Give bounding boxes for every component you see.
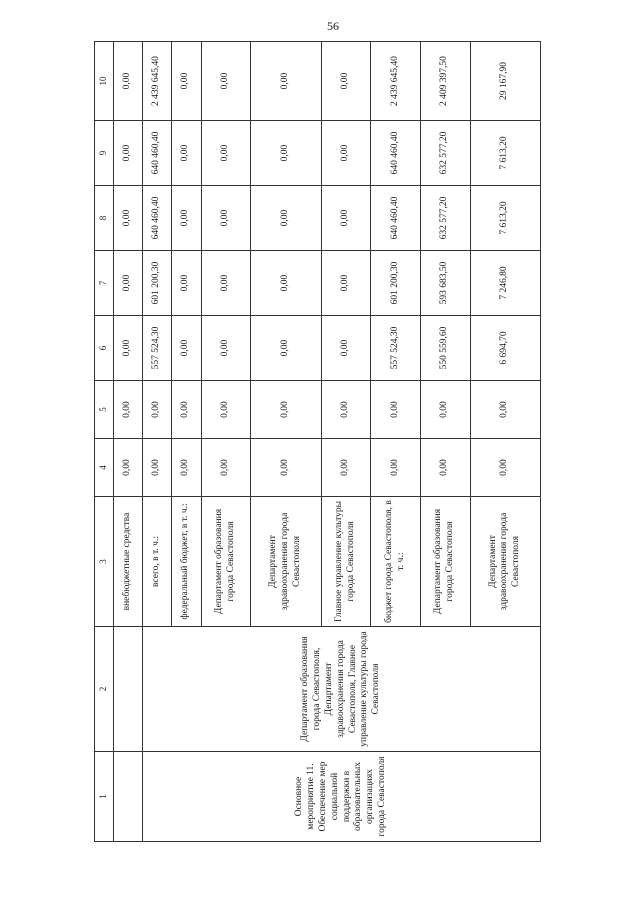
value-cell: 0,00 <box>321 316 371 381</box>
value-cell: 0,00 <box>201 316 251 381</box>
source-cell: Департамент здравоохранения города Севастополя <box>251 497 321 627</box>
header-row <box>95 42 114 842</box>
value-cell: 0,00 <box>172 186 201 251</box>
value-cell: 0,00 <box>172 251 201 316</box>
value-cell: 0,00 <box>201 121 251 186</box>
value-cell: 0,00 <box>371 381 421 439</box>
value-cell: 7 246,80 <box>470 251 540 316</box>
source-cell: всего, в т. ч.: <box>143 497 172 627</box>
value-cell: 0,00 <box>201 439 251 497</box>
value-cell: 0,00 <box>251 439 321 497</box>
source-cell: Департамент здравоохранения города Севастополя <box>470 497 540 627</box>
source-cell: федеральный бюджет, в т. ч.: <box>172 497 201 627</box>
value-cell: 0,00 <box>143 439 172 497</box>
table-row <box>143 42 172 842</box>
source-cell: Главное управление культуры города Севастополя <box>321 497 371 627</box>
value-cell: 557 524,30 <box>143 316 172 381</box>
header-cell: 10 <box>95 42 114 121</box>
value-cell: 0,00 <box>420 381 470 439</box>
budget-table <box>94 41 541 842</box>
value-cell: 0,00 <box>371 439 421 497</box>
header-cell: 9 <box>95 121 114 186</box>
rotated-table-container <box>94 42 541 842</box>
value-cell: 640 460,40 <box>143 121 172 186</box>
value-cell: 7 613,20 <box>470 186 540 251</box>
value-cell: 0,00 <box>251 316 321 381</box>
header-cell: 2 <box>95 627 114 752</box>
value-cell: 0,00 <box>114 439 143 497</box>
header-cell: 4 <box>95 439 114 497</box>
value-cell: 2 439 645,40 <box>143 42 172 121</box>
header-cell: 6 <box>95 316 114 381</box>
value-cell: 0,00 <box>172 121 201 186</box>
source-cell: бюджет города Севастополя, в т. ч.: <box>371 497 421 627</box>
value-cell: 0,00 <box>251 121 321 186</box>
value-cell: 7 613,20 <box>470 121 540 186</box>
value-cell: 0,00 <box>321 439 371 497</box>
value-cell: 0,00 <box>321 121 371 186</box>
value-cell: 550 559,60 <box>420 316 470 381</box>
value-cell: 0,00 <box>470 381 540 439</box>
value-cell: 557 524,30 <box>371 316 421 381</box>
value-cell: 0,00 <box>143 381 172 439</box>
empty-cell <box>114 627 143 752</box>
value-cell: 0,00 <box>172 42 201 121</box>
value-cell: 0,00 <box>172 439 201 497</box>
header-cell: 1 <box>95 752 114 842</box>
source-cell: внебюджетные средства <box>114 497 143 627</box>
table-row <box>114 42 143 842</box>
value-cell: 0,00 <box>251 251 321 316</box>
header-cell: 8 <box>95 186 114 251</box>
value-cell: 0,00 <box>201 42 251 121</box>
value-cell: 0,00 <box>251 42 321 121</box>
value-cell: 632 577,20 <box>420 186 470 251</box>
value-cell: 0,00 <box>420 439 470 497</box>
header-cell: 3 <box>95 497 114 627</box>
value-cell: 0,00 <box>321 186 371 251</box>
value-cell: 6 694,70 <box>470 316 540 381</box>
value-cell: 0,00 <box>114 316 143 381</box>
measure-cell: Основное мероприятие 11. Обеспечение мер социальной поддержки в образовательных организациях города Севастополя <box>143 752 541 842</box>
source-cell: Департамент образования города Севастополя <box>201 497 251 627</box>
value-cell: 640 460,40 <box>143 186 172 251</box>
value-cell: 2 439 645,40 <box>371 42 421 121</box>
empty-cell <box>114 752 143 842</box>
value-cell: 0,00 <box>172 316 201 381</box>
value-cell: 0,00 <box>321 42 371 121</box>
value-cell: 601 200,30 <box>143 251 172 316</box>
value-cell: 0,00 <box>201 251 251 316</box>
value-cell: 0,00 <box>114 42 143 121</box>
value-cell: 0,00 <box>201 381 251 439</box>
header-cell: 7 <box>95 251 114 316</box>
value-cell: 0,00 <box>251 186 321 251</box>
value-cell: 640 460,40 <box>371 121 421 186</box>
value-cell: 0,00 <box>321 251 371 316</box>
value-cell: 640 460,40 <box>371 186 421 251</box>
value-cell: 0,00 <box>114 251 143 316</box>
value-cell: 0,00 <box>251 381 321 439</box>
value-cell: 593 683,50 <box>420 251 470 316</box>
value-cell: 0,00 <box>201 186 251 251</box>
value-cell: 632 577,20 <box>420 121 470 186</box>
value-cell: 29 167,90 <box>470 42 540 121</box>
value-cell: 0,00 <box>470 439 540 497</box>
header-cell: 5 <box>95 381 114 439</box>
value-cell: 2 409 397,50 <box>420 42 470 121</box>
page-number: 56 <box>327 19 339 33</box>
value-cell: 0,00 <box>321 381 371 439</box>
value-cell: 0,00 <box>172 381 201 439</box>
value-cell: 0,00 <box>114 381 143 439</box>
value-cell: 601 200,30 <box>371 251 421 316</box>
value-cell: 0,00 <box>114 121 143 186</box>
executors-cell: Департамент образования города Севастополя, Департамент здравоохранения города Севастополя, Главное управление культуры города Севастополя <box>143 627 541 752</box>
source-cell: Департамент образования города Севастополя <box>420 497 470 627</box>
value-cell: 0,00 <box>114 186 143 251</box>
